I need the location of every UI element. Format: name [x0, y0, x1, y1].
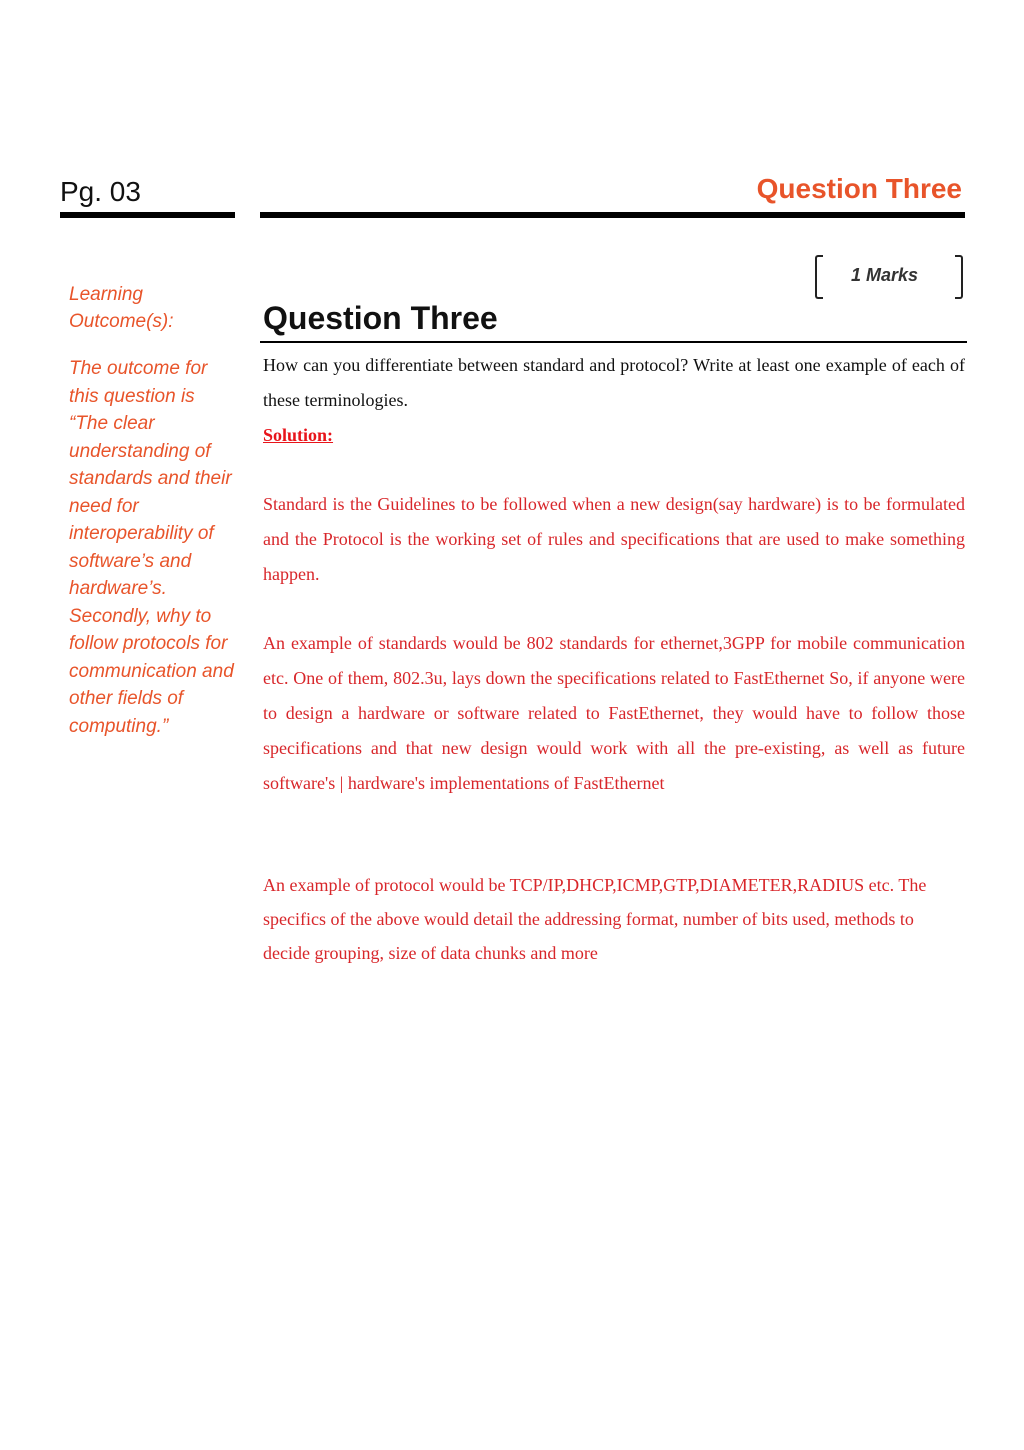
learning-outcome-heading: Learning Outcome(s): — [69, 284, 174, 332]
header-title: Question Three — [756, 173, 962, 204]
question-text: How can you differentiate between standard and protocol? Write at least one example of each of these terminologies. — [263, 355, 965, 410]
header-rule-right — [260, 212, 965, 218]
solution-paragraph-2: An example of standards would be 802 standards for ethernet,3GPP for mobile communication etc. One of them, 802.3u, lays down the specifications related to FastEthernet So, if anyone were to design a hardware or software related to FastEthernet, they would have to follow those specifications and that new design would work with all the pre-existing, as well as future software's | hardware's implementations of FastEthernet — [263, 633, 965, 793]
learning-outcome-text: The outcome for this question is “The clear understanding of standards and their need for interoperability of software’s and hardware’s. Secondly, why to follow protocols for communication and other fields of computing.” — [69, 358, 234, 737]
marks-label: 1 Marks — [851, 265, 919, 285]
question-title: Question Three — [263, 300, 498, 336]
question-title-rule — [260, 341, 967, 343]
learning-outcome-sidebar — [69, 281, 239, 740]
solution-paragraph-1: Standard is the Guidelines to be followed when a new design(say hardware) is to be formulated and the Protocol is the working set of rules and specifications that are used to make something happen. — [263, 494, 965, 584]
marks-box — [815, 255, 963, 299]
solution-paragraph-3: An example of protocol would be TCP/IP,DHCP,ICMP,GTP,DIAMETER,RADIUS etc. The specifics of the above would detail the addressing format, number of bits used, methods to decide grouping, size of data chunks and more — [263, 875, 927, 963]
bracket-left — [815, 255, 823, 299]
page-number: Pg. 03 — [60, 176, 141, 207]
header-rule-left — [60, 212, 235, 218]
solution-label: Solution: — [263, 425, 334, 445]
bracket-right — [955, 255, 963, 299]
